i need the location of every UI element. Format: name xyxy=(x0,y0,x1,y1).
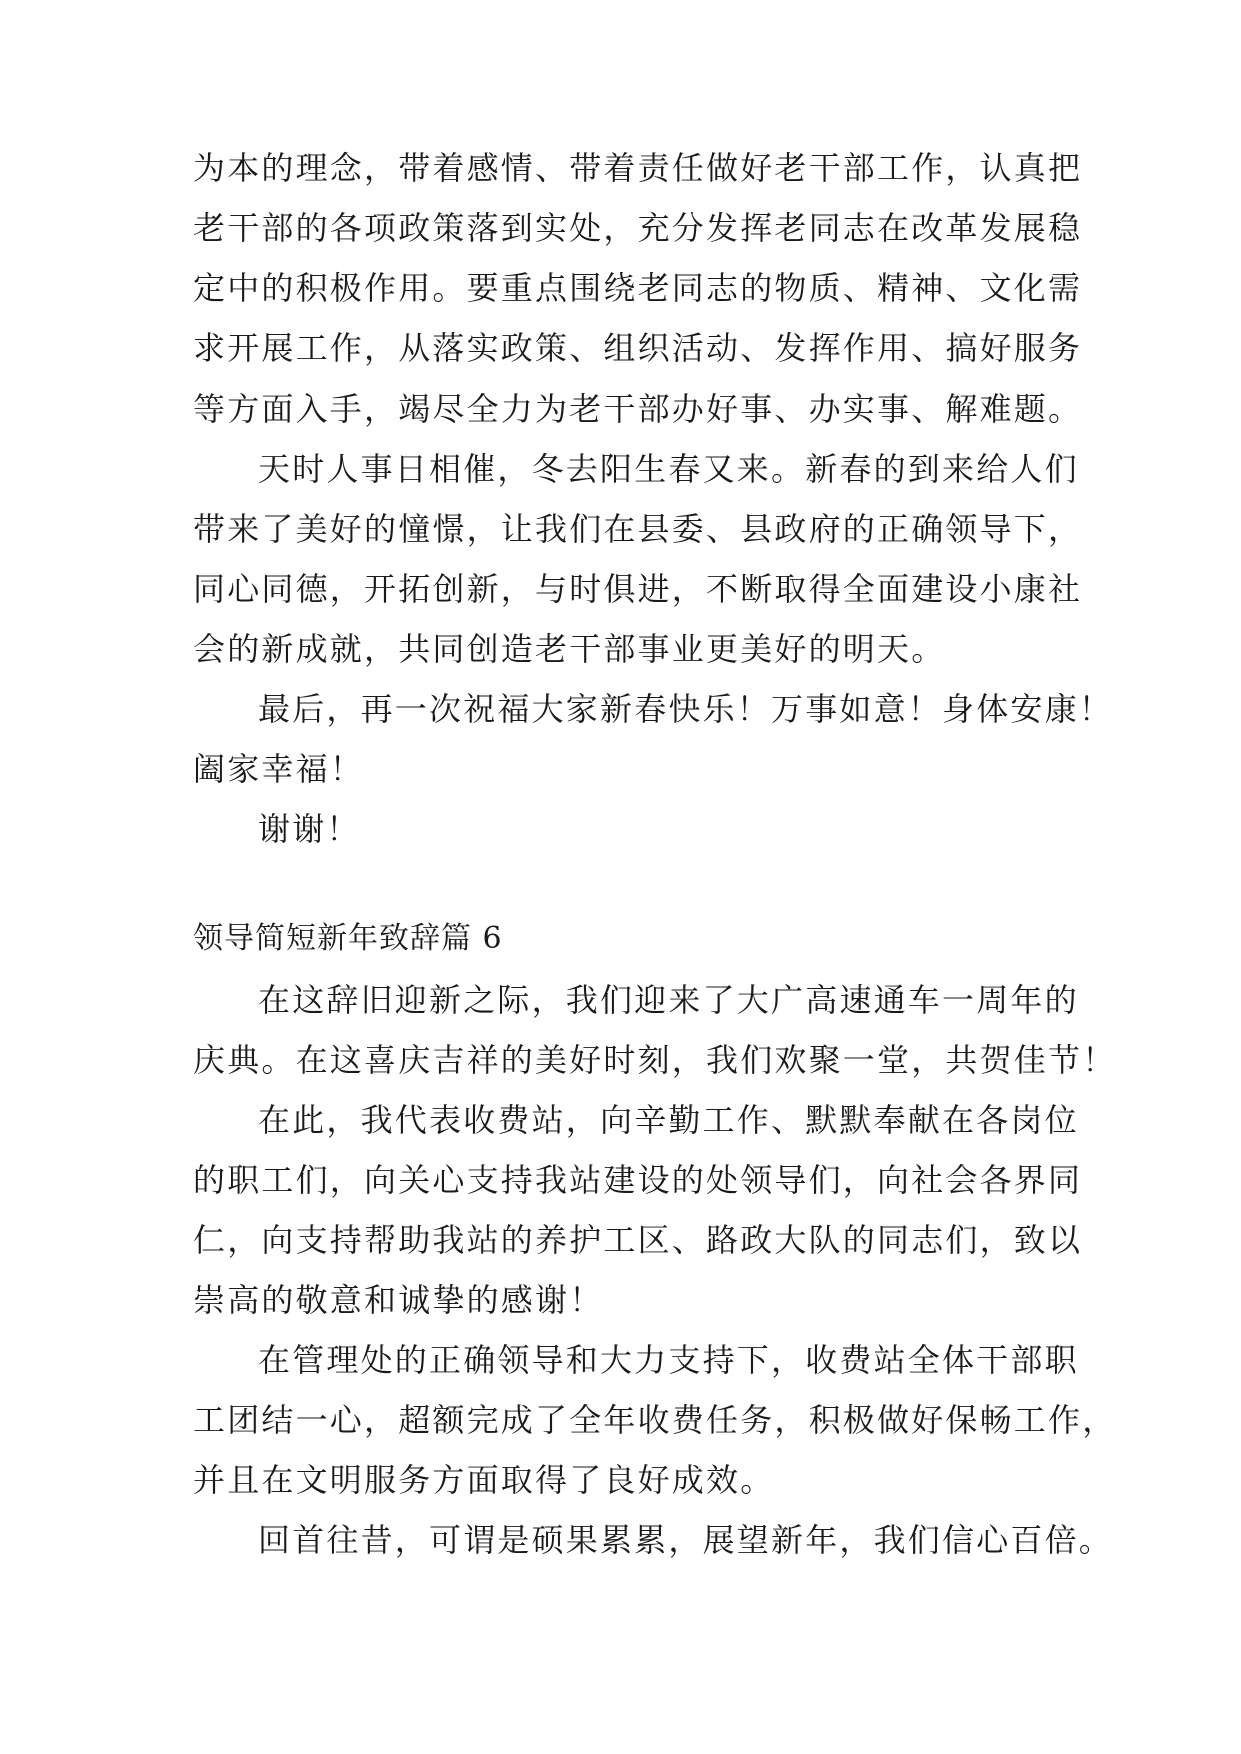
paragraph-line: 天时人事日相催，冬去阳生春又来。新春的到来给人们 xyxy=(258,450,1079,488)
paragraph-line: 并且在文明服务方面取得了良好成效。 xyxy=(193,1461,775,1499)
paragraph-line: 崇高的敬意和诚挚的感谢！ xyxy=(193,1281,604,1319)
paragraph-line: 的职工们，向关心支持我站建设的处领导们，向社会各界同 xyxy=(193,1161,1083,1199)
paragraph-line: 庆典。在这喜庆吉祥的美好时刻，我们欢聚一堂，共贺佳节！ xyxy=(193,1041,1117,1079)
paragraph-line: 等方面入手，竭尽全力为老干部办好事、办实事、解难题。 xyxy=(193,390,1083,428)
paragraph-line: 在管理处的正确领导和大力支持下，收费站全体干部职 xyxy=(258,1341,1079,1379)
paragraph-line: 工团结一心，超额完成了全年收费任务，积极做好保畅工作， xyxy=(193,1401,1117,1439)
paragraph-line: 仁，向支持帮助我站的养护工区、路政大队的同志们，致以 xyxy=(193,1221,1083,1259)
paragraph-line: 最后，再一次祝福大家新春快乐！万事如意！身体安康！ xyxy=(258,690,1114,728)
paragraph-line: 老干部的各项政策落到实处，充分发挥老同志在改革发展稳 xyxy=(193,209,1083,247)
paragraph-line: 为本的理念，带着感情、带着责任做好老干部工作，认真把 xyxy=(193,149,1083,187)
section-heading: 领导简短新年致辞篇 6 xyxy=(193,921,503,956)
paragraph-line: 阖家幸福！ xyxy=(193,750,365,788)
paragraph-line: 回首往昔，可谓是硕果累累，展望新年，我们信心百倍。 xyxy=(258,1521,1114,1559)
paragraph-line: 定中的积极作用。要重点围绕老同志的物质、精神、文化需 xyxy=(193,269,1083,307)
paragraph-line: 带来了美好的憧憬，让我们在县委、县政府的正确领导下， xyxy=(193,510,1083,548)
paragraph-line: 同心同德，开拓创新，与时俱进，不断取得全面建设小康社 xyxy=(193,570,1083,608)
paragraph-line: 在此，我代表收费站，向辛勤工作、默默奉献在各岗位 xyxy=(258,1101,1079,1139)
paragraph-line: 谢谢！ xyxy=(258,810,361,848)
paragraph-line: 会的新成就，共同创造老干部事业更美好的明天。 xyxy=(193,630,946,668)
paragraph-line: 在这辞旧迎新之际，我们迎来了大广高速通车一周年的 xyxy=(258,981,1079,1019)
paragraph-line: 求开展工作，从落实政策、组织活动、发挥作用、搞好服务 xyxy=(193,329,1083,367)
